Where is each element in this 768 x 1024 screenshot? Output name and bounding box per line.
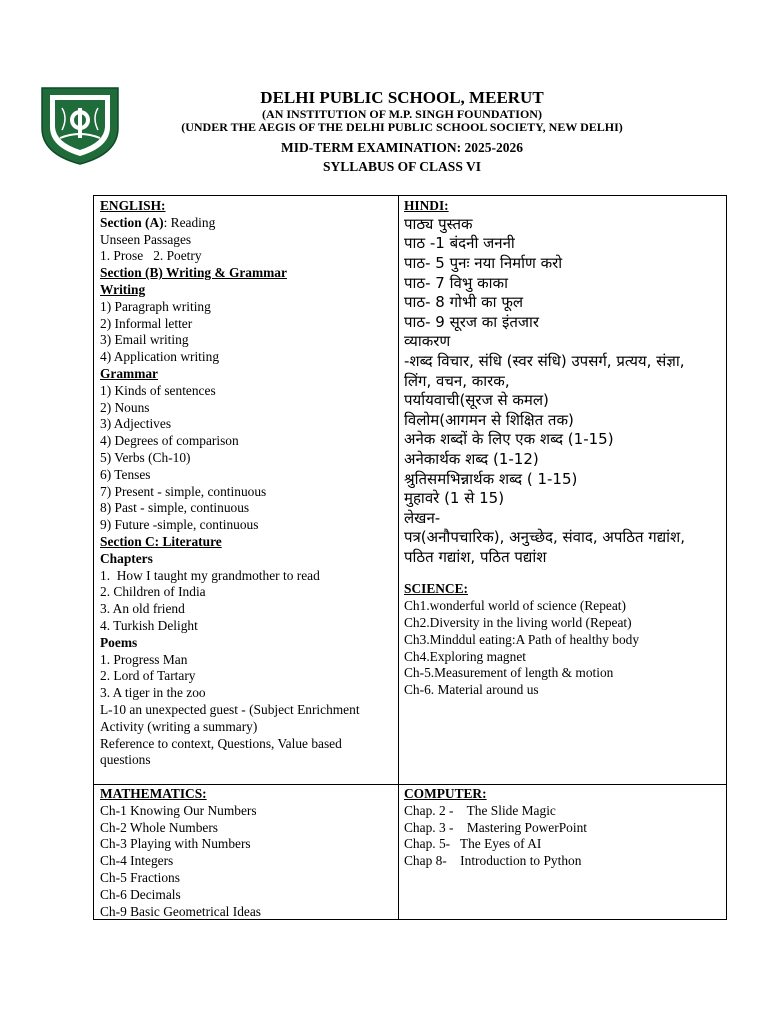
poems-title: Poems (100, 634, 138, 650)
hindi-item: लेखन- (404, 508, 441, 527)
poem-item: 2. Lord of Tartary (100, 668, 196, 684)
math-chapter: Ch-9 Basic Geometrical Ideas (100, 903, 262, 919)
writing-item: 4) Application writing (100, 349, 220, 365)
math-chapter: Ch-5 Fractions (100, 869, 180, 885)
unexpected-guest: L-10 an unexpected guest - (Subject Enrichment Activity (writing a summary) (100, 701, 360, 734)
computer-chapter: Chap. 2 - The Slide Magic (404, 802, 556, 818)
hindi-item: अनेक शब्दों के लिए एक शब्द (1-15) (404, 430, 614, 449)
hindi-item: पाठ- 8 गोभी का फूल (404, 293, 524, 312)
science-chapter: Ch3.Minddul eating:A Path of healthy body (404, 631, 640, 647)
hindi-item: विलोम(आगमन से शिक्षित तक) (404, 410, 574, 429)
science-chapter: Ch2.Diversity in the living world (Repeat) (404, 615, 632, 631)
section-b: Section (B) Writing & Grammar (100, 265, 287, 281)
literature-chapter: 3. An old friend (100, 601, 185, 617)
english-title: ENGLISH: (100, 198, 166, 213)
hindi-item: मुहावरे (1 से 15) (404, 489, 505, 508)
mathematics-title: MATHEMATICS: (100, 786, 207, 801)
hindi-item: अनेकार्थक शब्द (1-12) (404, 449, 539, 468)
hindi-item: श्रुतिसमभिन्नार्थक शब्द ( 1-15) (404, 469, 578, 488)
poem-item: 3. A tiger in the zoo (100, 685, 206, 701)
english-cell (100, 198, 394, 769)
math-chapter: Ch-3 Playing with Numbers (100, 836, 251, 852)
hindi-item: पाठ- 7 विभु काका (404, 273, 508, 292)
hindi-science-cell (404, 198, 724, 699)
literature-chapter: 4. Turkish Delight (100, 617, 198, 633)
math-chapter: Ch-4 Integers (100, 853, 174, 869)
math-chapter: Ch-2 Whole Numbers (100, 819, 219, 835)
poem-item: 1. Progress Man (100, 651, 188, 667)
hindi-item: पाठ- 5 पुनः नया निर्माण करो (404, 253, 563, 272)
reference-line: Reference to context, Questions, Value based questions (100, 735, 342, 768)
prose-poetry: 1. Prose 2. Poetry (100, 248, 202, 264)
grammar-item: 3) Adjectives (100, 416, 172, 432)
computer-chapter: Chap. 5- The Eyes of AI (404, 836, 542, 852)
hindi-item: पठित गद्यांश, पठित पद्यांश (404, 547, 547, 566)
institution-line: (AN INSTITUTION OF M.P. SINGH FOUNDATION) (262, 107, 542, 121)
writing-title: Writing (100, 281, 146, 297)
hindi-item: पाठ्य पुस्तक (404, 214, 473, 233)
grammar-title: Grammar (100, 365, 159, 381)
grammar-item: 5) Verbs (Ch-10) (100, 449, 191, 465)
section-c: Section C: Literature (100, 533, 222, 549)
grammar-item: 8) Past - simple, continuous (100, 500, 250, 516)
math-chapter: Ch-1 Knowing Our Numbers (100, 802, 257, 818)
computer-title: COMPUTER: (404, 786, 487, 801)
grammar-item: 4) Degrees of comparison (100, 433, 239, 449)
hindi-title: HINDI: (404, 198, 449, 213)
writing-item: 2) Informal letter (100, 315, 193, 331)
hindi-item: पर्यायवाची(सूरज से कमल) (404, 391, 549, 410)
aegis-line: (UNDER THE AEGIS OF THE DELHI PUBLIC SCHOOL SOCIETY, NEW DELHI) (181, 120, 623, 134)
science-chapter: Ch-6. Material around us (404, 682, 539, 698)
writing-item: 1) Paragraph writing (100, 298, 211, 314)
grammar-item: 9) Future -simple, continuous (100, 517, 259, 533)
science-title: SCIENCE: (404, 581, 468, 597)
exam-title: MID-TERM EXAMINATION: 2025-2026 (281, 140, 523, 155)
syllabus-table (93, 195, 727, 920)
hindi-item: लिंग, वचन, कारक, (404, 371, 510, 390)
hindi-item: पाठ -1 बंदनी जननी (404, 234, 515, 253)
column-divider (398, 196, 399, 919)
mathematics-cell (100, 786, 394, 920)
computer-cell (404, 786, 724, 870)
math-chapter: Ch-6 Decimals (100, 886, 181, 902)
hindi-item: व्याकरण (404, 332, 451, 351)
literature-chapter: 2. Children of India (100, 584, 206, 600)
unseen-passages: Unseen Passages (100, 231, 192, 247)
row-divider (94, 784, 726, 785)
grammar-item: 2) Nouns (100, 399, 150, 415)
computer-chapter: Chap. 3 - Mastering PowerPoint (404, 819, 587, 835)
grammar-item: 1) Kinds of sentences (100, 382, 216, 398)
science-chapter: Ch1.wonderful world of science (Repeat) (404, 598, 626, 614)
school-name: DELHI PUBLIC SCHOOL, MEERUT (260, 88, 544, 107)
computer-chapter: Chap 8- Introduction to Python (404, 853, 582, 869)
writing-item: 3) Email writing (100, 332, 189, 348)
science-chapter: Ch-5.Measurement of length & motion (404, 665, 614, 681)
chapters-title: Chapters (100, 550, 153, 566)
section-a: Section (A): Reading (100, 214, 216, 230)
literature-chapter: 1. How I taught my grandmother to read (100, 567, 320, 583)
hindi-item: पाठ- 9 सूरज का इंतजार (404, 312, 540, 331)
hindi-item: पत्र(अनौपचारिक), अनुच्छेद, संवाद, अपठित गद्यांश, (404, 528, 686, 547)
syllabus-title: SYLLABUS OF CLASS VI (323, 159, 481, 174)
grammar-item: 6) Tenses (100, 466, 151, 482)
science-chapter: Ch4.Exploring magnet (404, 648, 526, 664)
grammar-item: 7) Present - simple, continuous (100, 483, 267, 499)
hindi-item: -शब्द विचार, संधि (स्वर संधि) उपसर्ग, प्रत्यय, संज्ञा, (404, 351, 685, 370)
